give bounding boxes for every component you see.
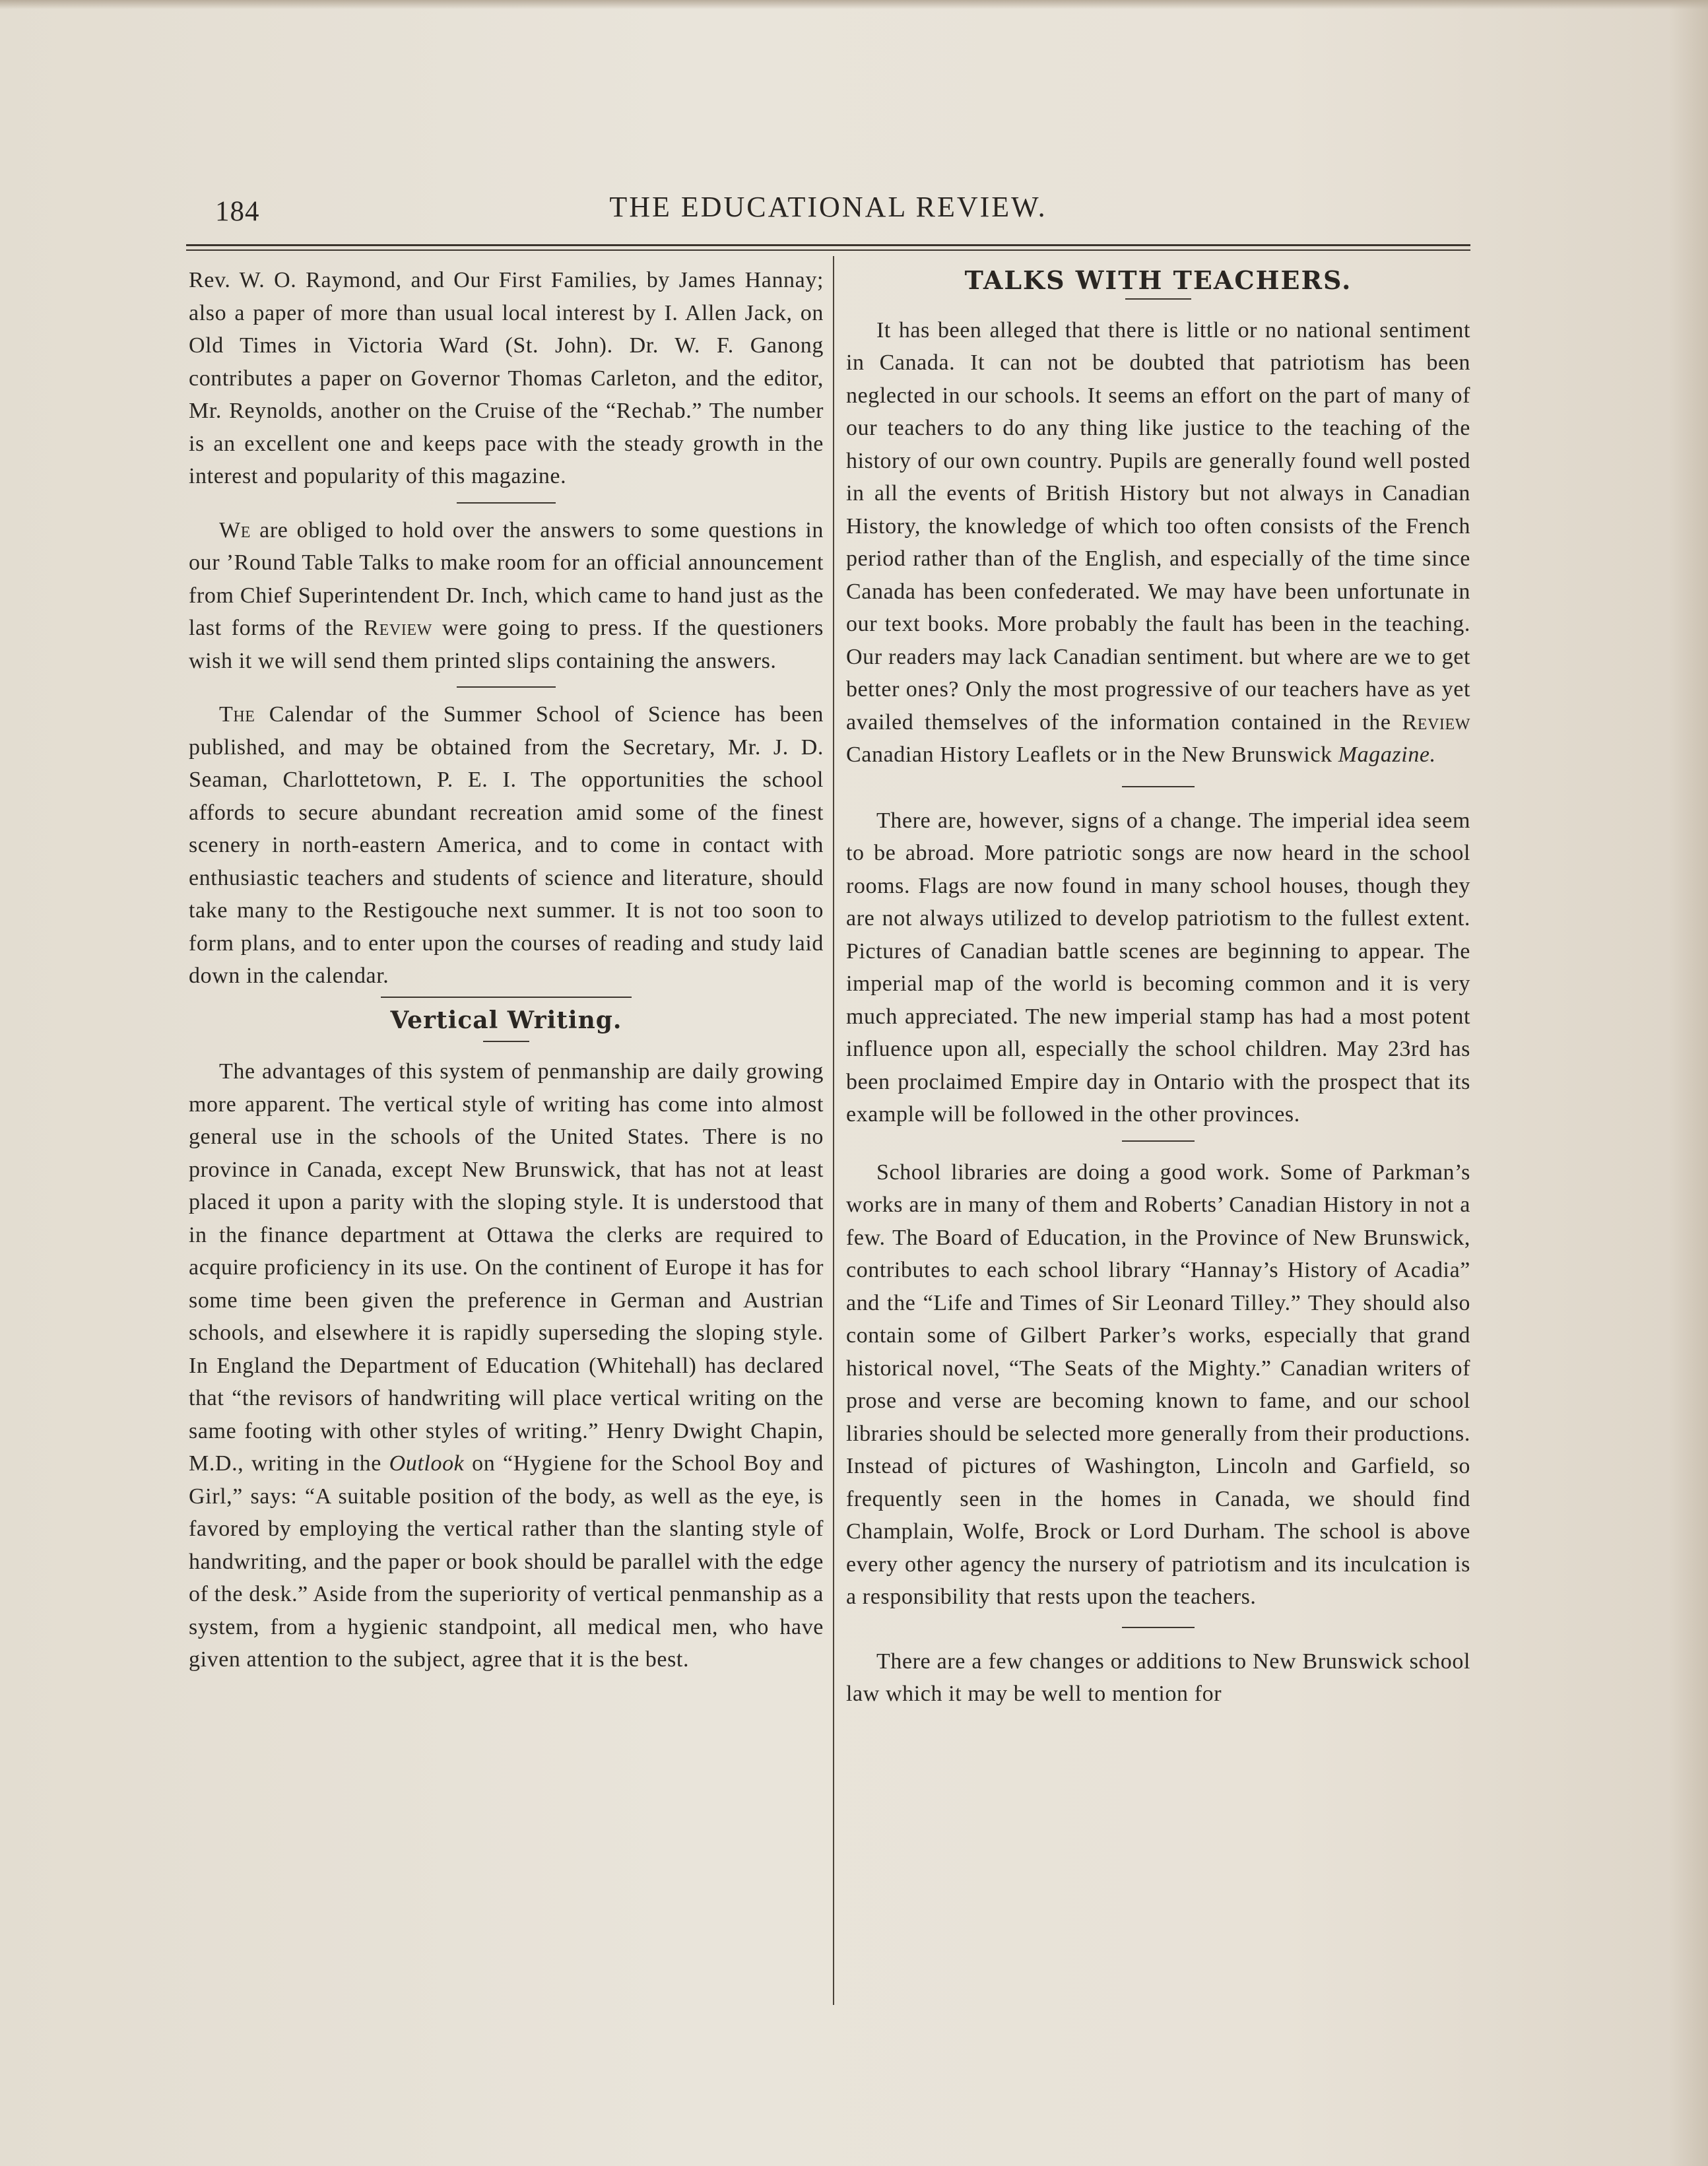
- section-heading-talks-with-teachers: TALKS WITH TEACHERS.: [964, 265, 1352, 295]
- paragraph-school-libraries: School libraries are doing a good work. Some of Parkman’s works are in many of them and Roberts’ Canadian History in not a few. The Board of Education, in the Province of New Brunswick, contributes to each school library “Hannay’s History of Acadia” and the “Life and Times of Sir Leonard Tilley.” They should also contain some of Gilbert Parker’s works, especially that grand historical novel, “The Seats of the Mighty.” Canadian writers of prose and verse are becoming known to fame, and our school libraries should be selected more generally from their productions. Instead of pictures of Washington, Lincoln and Garfield, so frequently seen in the homes in Canada, we should find Champlain, Wolfe, Brock or Lord Durham. The school is above every other agency the nursery of patriotism and its inculcation is a responsibility that rests upon the teachers.: [846, 1160, 1470, 1609]
- header-rule-bottom: [186, 249, 1470, 251]
- running-title: THE EDUCATIONAL REVIEW.: [609, 191, 1047, 223]
- separator-rule: [457, 502, 556, 504]
- paragraph-vertical-writing: [189, 1055, 824, 1676]
- paragraph-text: Canadian History Leaflets or in the New Brunswick: [846, 742, 1332, 767]
- section-rule: [381, 997, 632, 998]
- paragraph-text: The advantages of this system of penmanship are daily growing more apparent. The vertical style of writing has come into almost general use in the schools of the United States. There is no province in Canada, except New Brunswick, that has not at least placed it upon a parity with the sloping style. It is understood that in the finance department at Ottawa the clerks are required to acquire proficiency in its use. On the continent of Europe it has for some time been given the preference in German and Austrian schools, and elsewhere it is rapidly superseding the sloping style. In England the Department of Education (Whitehall) has declared that “the revisors of handwriting will place vertical writing on the same footing with other styles of writing.” Henry Dwight Chapin, M.D., writing in the: [189, 1059, 824, 1476]
- review-smallcaps: Review: [1402, 709, 1470, 735]
- column-divider: [833, 256, 834, 2005]
- paragraph-round-table: [189, 514, 824, 678]
- paragraph-summer-school: [189, 698, 824, 993]
- page-number: 184: [215, 196, 260, 227]
- page-top-edge: [0, 0, 1708, 9]
- right-column: [846, 264, 1470, 1711]
- outlook-italic: Outlook: [389, 1451, 465, 1476]
- paragraph-national-sentiment: [846, 314, 1470, 771]
- paragraph-signs-of-change: There are, however, signs of a change. The imperial idea seem to be abroad. More patriotic songs are now heard in the school rooms. Flags are now found in many school houses, though they are not always utilized to develop patriotism to the fullest extent. Pictures of Canadian battle scenes are beginning to appear. The imperial map of the world is becoming common and it is very much appreciated. The new imperial stamp has had a most potent influence upon all, especially the school children. May 23rd has been proclaimed Empire day in Ontario with the prospect that its example will be followed in the other provinces.: [846, 808, 1470, 1127]
- paragraph-text: were going to press. If the questioners wish it we will send them printed slips containing the answers.: [189, 616, 824, 673]
- paragraph-text: on “Hygiene for the School Boy and Girl,” says: “A suitable position of the body, as well as the eye, is favored by employing the vertical rather than the slanting style of handwriting, and the paper or book should be parallel with the edge of the desk.” Aside from the superiority of vertical penmanship as a system, from a hygienic standpoint, all medical men, who have given attention to the subject, agree that it is the best.: [189, 1451, 824, 1672]
- paragraph-magazine-contents: Rev. W. O. Raymond, and Our First Families, by James Hannay; also a paper of more than usual local interest by I. Allen Jack, on Old Times in Victoria Ward (St. John). Dr. W. F. Ganong contributes a paper on Governor Thomas Carleton, and the editor, Mr. Reynolds, another on the Cruise of the “Rechab.” The number is an excellent one and keeps pace with the steady growth in the interest and popularity of this magazine.: [189, 268, 824, 488]
- header-rule-top: [186, 244, 1470, 246]
- magazine-italic: Magazine.: [1338, 742, 1436, 767]
- paragraph-school-law: There are a few changes or additions to New Brunswick school law which it may be well to mention for: [846, 1649, 1470, 1706]
- heading-underline: [1125, 298, 1191, 300]
- review-smallcaps: Review: [364, 616, 432, 640]
- paragraph-text: Calendar of the Summer School of Science has been published, and may be obtained from the Secretary, Mr. J. D. Seaman, Charlottetown, P. E. I. The opportunities the school affords to secure abundant recreation amid some of the finest scenery in north-eastern America, and to come in contact with enthusiastic teachers and students of science and literature, should take many to the Restigouche next summer. It is not too soon to form plans, and to enter upon the courses of reading and study laid down in the calendar.: [189, 702, 824, 988]
- separator-rule: [457, 686, 556, 688]
- left-column: [189, 264, 824, 1676]
- separator-rule: [1122, 1140, 1195, 1142]
- section-heading-vertical-writing: Vertical Writing.: [390, 1006, 622, 1034]
- lead-word: We: [219, 517, 251, 542]
- lead-word: The: [219, 702, 255, 727]
- heading-underline: [483, 1041, 529, 1042]
- paragraph-text: It has been alleged that there is little or no national sentiment in Canada. It can not be doubted that patriotism has been neglected in our schools. It seems an effort on the part of many of our teachers to do any thing like justice to the teaching of the history of our own country. Pupils are generally found well posted in all the events of British History but not always in Canadian History, the knowledge of which too often consists of the French period rather than of the English, and especially of the time since Canada has been confederated. We may have been unfortunate in our text books. More probably the fault has been in the teaching. Our readers may lack Canadian sentiment. but where are we to get better ones? Only the most progressive of our teachers have as yet availed themselves of the information contained in the: [846, 317, 1470, 735]
- separator-rule: [1122, 786, 1195, 787]
- page-right-edge: [1668, 0, 1708, 2166]
- paragraph-text: are obliged to hold over the answers to some questions in our ’Round Table Talks to make room for an official announcement from Chief Superintendent Dr. Inch, which came to hand just as the last forms of the: [189, 517, 824, 640]
- page-header: [186, 183, 1470, 230]
- separator-rule: [1122, 1627, 1195, 1628]
